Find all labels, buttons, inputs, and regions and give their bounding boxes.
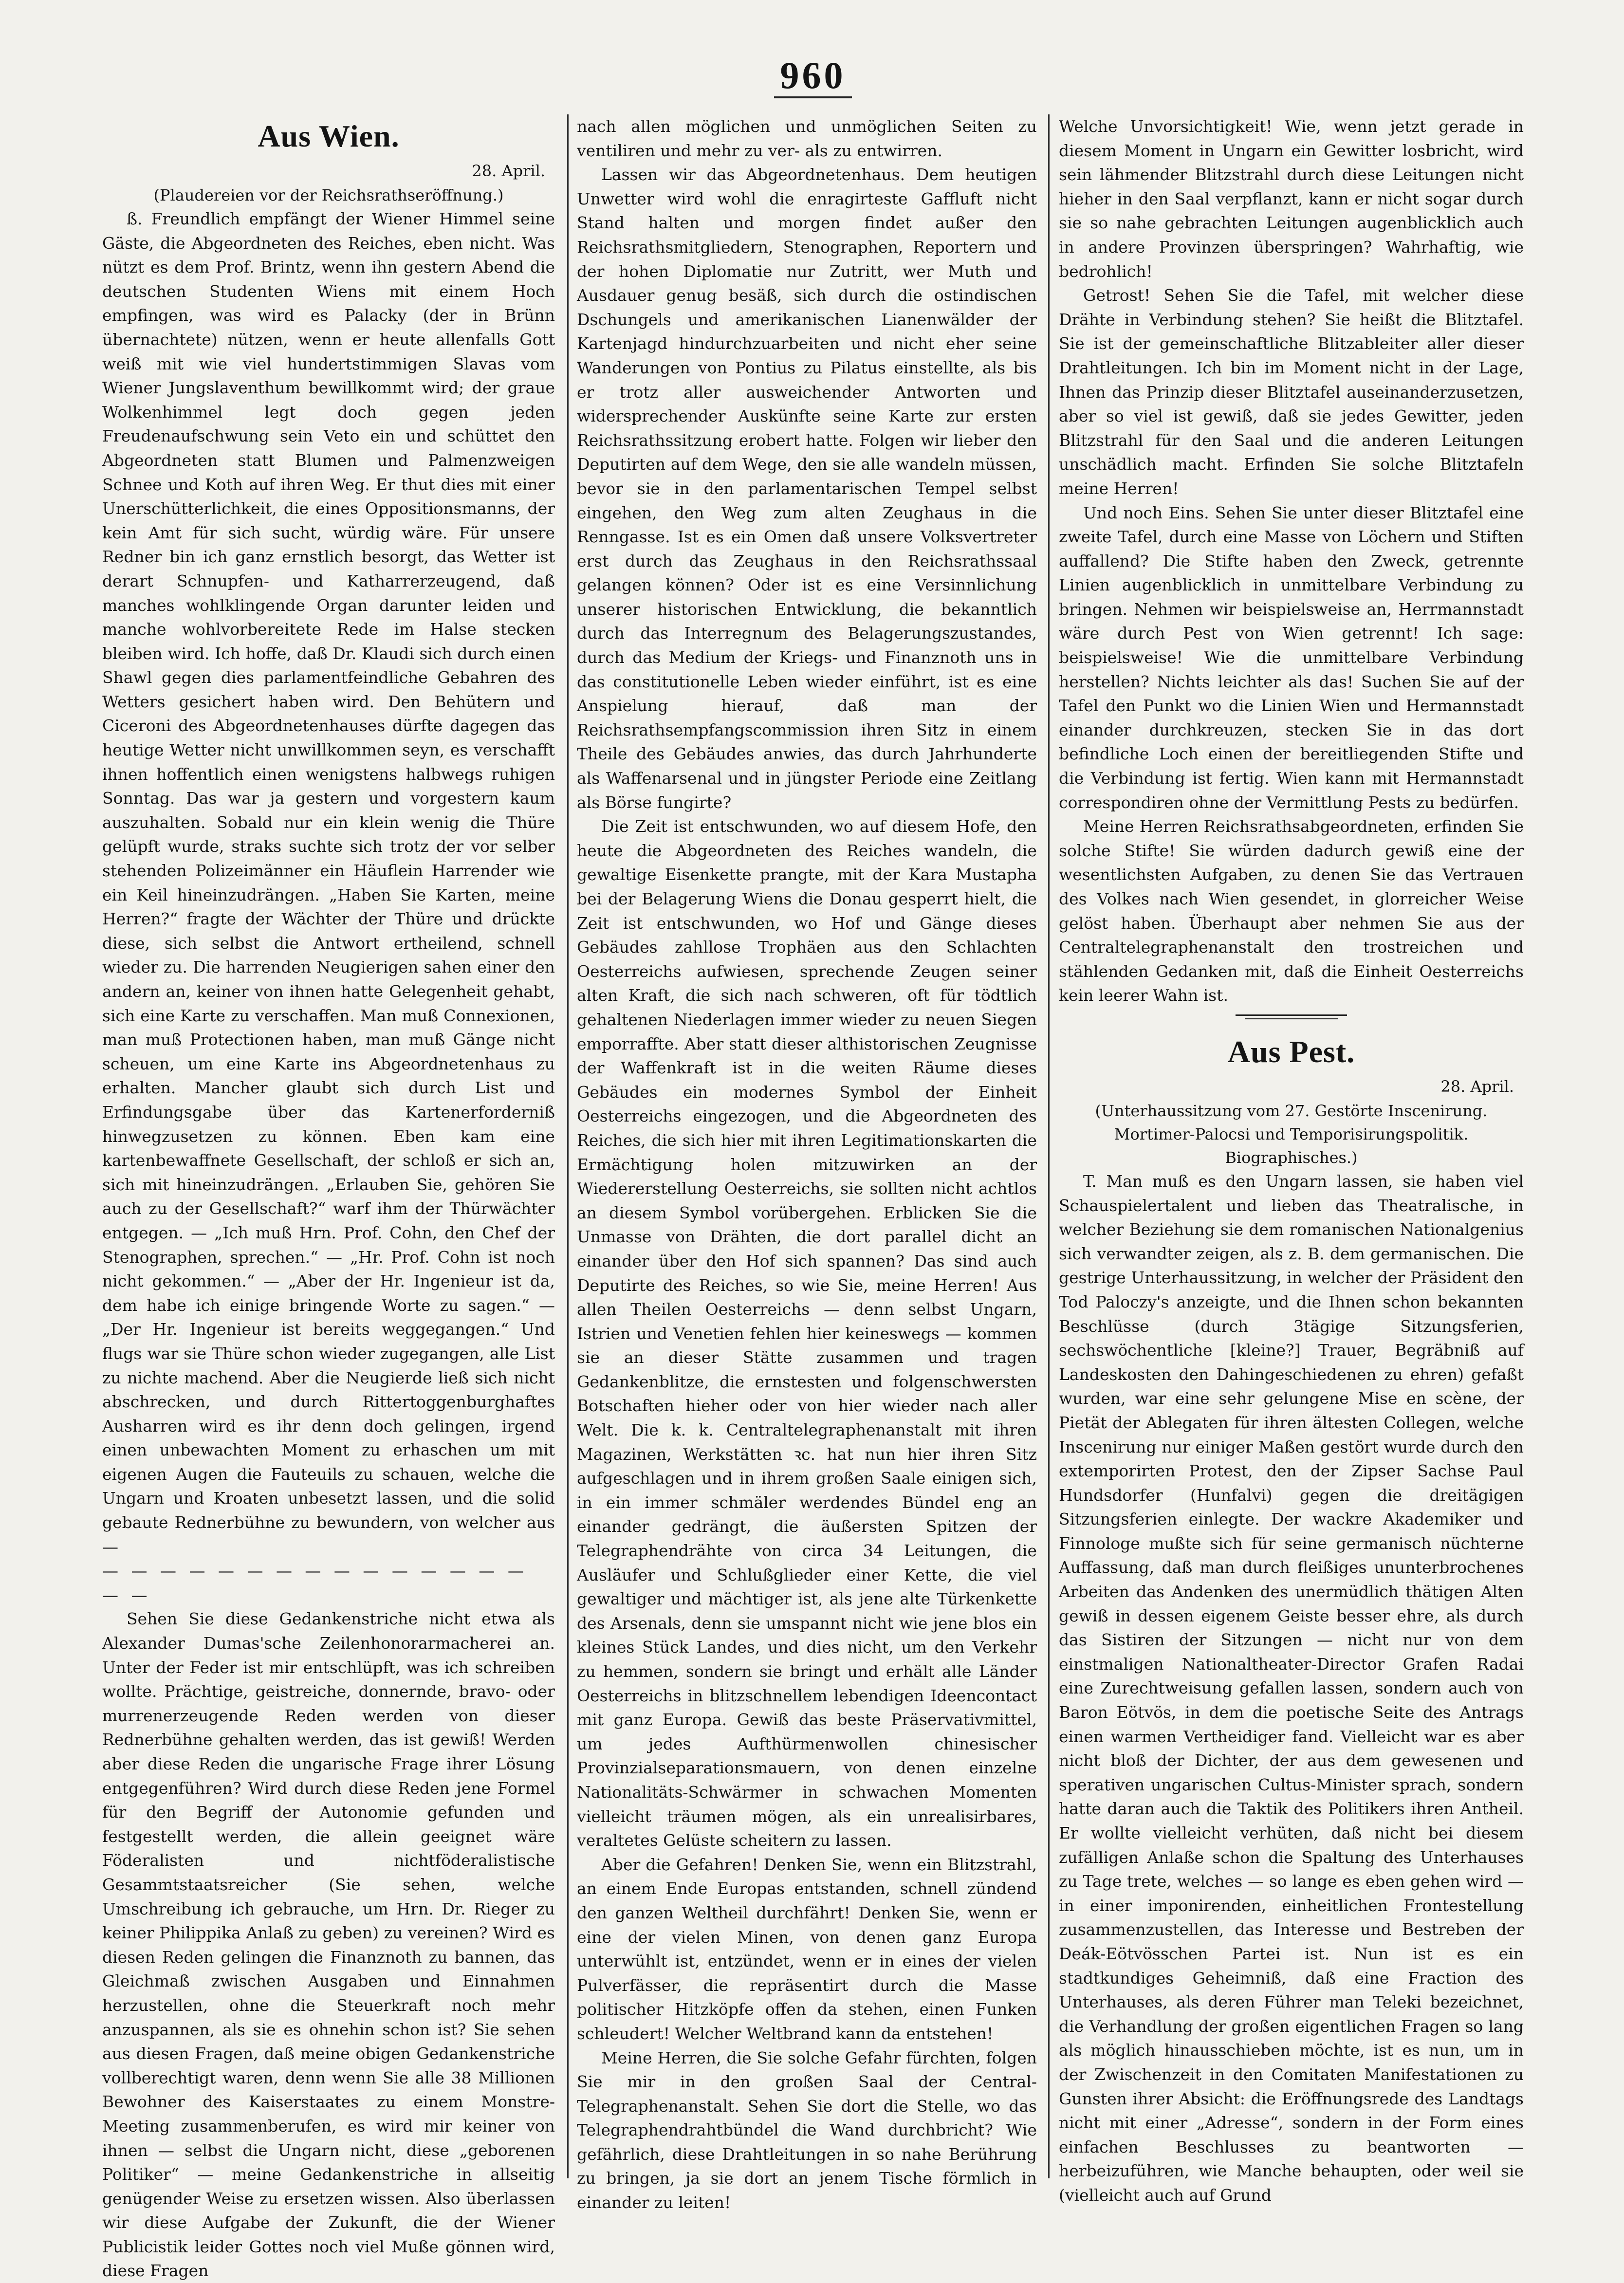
paragraph: ß. Freundlich empfängt der Wiener Himmel seine Gäste, die Abgeordneten des Reiches, eben nicht. Was nützt es dem Prof. Brintz, wenn ihn gestern Abend die deutschen Studenten Wiens mit einem Hoch empfingen, was wird es Palacky (der in Brünn übernachtete) nützen, wenn er heute allenfalls Gott weiß mit wie viel hundertstimmigen Slavas vom Wiener Jungslaventhum bewillkommt wird; der graue Wolkenhimmel legt doch gegen jeden Freudenaufschwung sein Veto ein und schüttet den Abgeordneten statt Blumen und Palmenzweigen Schnee und Koth auf ihren Weg. Er thut dies mit einer Unerschütterlichkeit, die eines Oppositionsmanns, der kein Amt für sich sucht, würdig wäre. Für unsere Redner bin ich ganz ernstlich besorgt, das Wetter ist derart Schnupfen- und Katharrerzeugend, daß manches wohlklingende Organ darunter leiden und manche wohlvorbereitete Rede im Halse stecken bleiben wird. Ich hoffe, daß Dr. Klaudi sich durch einen Shawl gegen dies parlamentfeindliche Gebahren des Wetters gesichert haben wird. Den Behütern und Ciceroni des Abgeordnetenhauses dürfte dagegen das heutige Wetter nicht unwillkommen seyn, es verschafft ihnen hoffentlich einen wenigstens halbwegs ruhigen Sonntag. Das war ja gestern und vorgestern kaum auszuhalten. Sobald nur ein klein wenig die Thüre gelüpft wurde, straks suchte sich trotz der vor selber stehenden Polizeimänner ein Häuflein Harrender wie ein Keil hineinzudrängen. „Haben Sie Karten, meine Herren?“ fragte der Wächter der Thüre und drückte diese, sich selbst die Antwort ertheilend, schnell wieder zu. Die harrenden Neugierigen sahen einer den andern an, keiner von ihnen hatte Gelegenheit gehabt, sich eine Karte zu verschaffen. Man muß Connexionen, man muß Protectionen haben, man muß Gänge nicht scheuen, um eine Karte ins Abgeordnetenhaus zu erhalten. Mancher glaubt sich durch List und Erfindungsgabe über das Kartenerforderniß hinwegzusetzen zu können. Eben kam eine kartenbewaffnete Gesellschaft, der schloß er sich an, sich mit hineinzudrängen. „Erlauben Sie, gehören Sie auch zu der Gesellschaft?“ warf ihm der Thürwächter entgegen. — „Ich muß Hrn. Prof. Cohn, den Chef der Stenographen, sprechen.“ — „Hr. Prof. Cohn ist noch nicht gekommen.“ — „Aber der Hr. Ingenieur ist da, dem habe ich einige bringende Worte zu sagen.“ — „Der Hr. Ingenieur ist bereits weggegangen.“ Und flugs war sie Thüre schon wieder zugegangen, alle List zu nichte machend. Aber die Neugierde ließ sich nicht abschrecken, und durch Rittertoggenburghaftes Ausharren wird es ihr denn doch gelingen, irgend einen unbewachten Moment zu erhaschen um mit eigenen Augen die Fauteuils zu schauen, welche die Ungarn und Kroaten unbesetzt lassen, und die solid gebaute Rednerbühne zu bewundern, von welcher aus — [102, 209, 555, 1556]
column-divider [567, 114, 569, 2178]
paragraph: Meine Herren Reichsrathsabgeordneten, erfinden Sie solche Stifte! Sie würden dadurch gewiß eine der wesentlichsten Aufgaben, zu denen Sie das Vertrauen des Volkes nach Wien gesendet, in glorreicher Weise gelöst haben. Überhaupt aber nehmen Sie aus der Centraltelegraphenanstalt den trostreichen und stählenden Gedanken mit, daß die Einheit Oesterreichs kein leerer Wahn ist. [1059, 817, 1524, 1005]
page-number-rule [774, 96, 852, 98]
page-number: 960 [780, 54, 846, 96]
paragraph: Aber die Gefahren! Denken Sie, wenn ein Blitzstrahl, an einem Ende Europas entstanden, schnell zündend den ganzen Weltheil durchfährt! Denken Sie, wenn er eine der vielen Minen, von denen ganz Europa unterwühlt ist, entzündet, wenn er in eines der vielen Pulverfässer, die repräsentirt durch die Masse politischer Hitzköpfe offen da stehen, einen Funken schleudert! Welcher Weltbrand kann da entstehen! [577, 1855, 1037, 2043]
article-date: 28. April. [472, 162, 545, 180]
paragraph: T. Man muß es den Ungarn lassen, sie haben viel Schauspielertalent und lieben das Theatralische, in welcher Beziehung sie dem romanischen Nationalgenius sich verwandter zeigen, als z. B. dem germanischen. Die gestrige Unterhaussitzung, in welcher der Präsident den Tod Paloczy's anzeigte, und die Ihnen schon bekannten Beschlüsse (durch 3tägige Sitzungsferien, sechswöchentliche [kleine?] Trauer, Begräbniß auf Landeskosten den Dahingeschiedenen zu ehren) gefaßt wurden, war eine sehr gelungene Mise en scène, der Pietät der Ablegaten für ihren ältesten Collegen, welche Inscenirung nur einiger Maßen gestört wurde durch den extemporirten Protest, den der Zipser Sachse Paul Hundsdorfer (Hunfalvi) gegen die dreitägigen Sitzungsferien einlegte. Der wackre Akademiker und Finnologe mußte sich für seine germanisch nüchterne Auffassung, daß man durch fleißiges ununterbrochenes Arbeiten das Andenken des unermüdlich thätigen Alten gewiß in dessen eigenem Geiste besser ehre, als durch das Sistiren der Sitzungen — nicht nur von dem einstmaligen Nationaltheater-Director Grafen Radai eine Zurechtweisung gefallen lassen, sondern auch von Baron Eötvös, in dem die poetische Seite des Antrags einen warmen Vertheidiger fand. Vielleicht war es aber nicht bloß der Dichter, der aus dem gewesenen und sperativen ungarischen Cultus-Minister sprach, sondern hatte daran auch die Taktik des Politikers ihren Antheil. Er wollte vielleicht verhüten, daß nicht bei diesem zufälligen Anlaße schon die Spaltung des Unterhauses zu Tage trete, welches — so lange es eben gehen wird — in einer imponirenden, einheitlichen Frontestellung zusammenzustellen, das Interesse und Bestreben der Deák-Eötvösschen Partei ist. Nun ist es ein stadtkundiges Geheimniß, daß eine Fraction des Unterhauses, als deren Führer man Teleki bezeichnet, die Verhandlung der großen eigentlichen Fragen so lang als möglich hinausschieben möchte, ist es nun, um in der Zwischenzeit in den Comitaten Manifestationen zu Gunsten ihrer Absicht: die Eröffnungsrede des Landtags nicht mit einer „Adresse“, sondern in der Form eines einfachen Beschlusses zu beantworten — herbeizuführen, wie Manche behaupten, oder weil sie (vielleicht auch auf Grund [1059, 1171, 1524, 2205]
paragraph: nach allen möglichen und unmöglichen Seiten zu ventiliren und mehr zu ver- als zu entwirren. [577, 117, 1037, 160]
article-date: 28. April. [1440, 1077, 1514, 1096]
paragraph: Welche Unvorsichtigkeit! Wie, wenn jetzt gerade in diesem Moment in Ungarn ein Gewitter losbricht, wird sein lähmender Blitzstrahl durch diese Leitungen nicht hieher in den Saal verpflanzt, kann er nicht sogar durch sie so nahe gebrachten Leitungen augenblicklich auch in andere Provinzen überspringen? Wahrhaftig, wie bedrohlich! [1059, 117, 1524, 281]
column-2 [577, 114, 1037, 2212]
paragraph: Sehen Sie diese Gedankenstriche nicht etwa als Alexander Dumas'sche Zeilenhonorarmacherei an. Unter der Feder ist mir entschlüpft, was ich schreiben wollte. Prächtige, geistreiche, donnernde, bravo- oder murrenerzeugende Reden werden von dieser Rednerbühne gehalten werden, das ist gewiß! Werden aber diese Reden die ungarische Frage ihrer Lösung entgegenführen? Wird durch diese Reden jene Formel für den Begriff der Autonomie gefunden und festgestellt werden, die allein geeignet wäre Föderalisten und nichtföderalistische Gesammtstaatsreicher (Sie sehen, welche Umschreibung ich gebrauche, um Hrn. Dr. Rieger zu keiner Philippika Anlaß zu geben) zu vereinen? Wird es diesen Reden gelingen die Finanznoth zu bannen, das Gleichmaß zwischen Ausgaben und Einnahmen herzustellen, ohne die Steuerkraft noch mehr anzuspannen, als sie es ohnehin schon ist? Sie sehen aus diesen Fragen, daß meine obigen Gedankenstriche vollberechtigt waren, denn wenn Sie alle 38 Millionen Bewohner des Kaiserstaates zu einem Monstre-Meeting zusammenberufen, es wird mir keiner von ihnen — selbst die Ungarn nicht, diese „geborenen Politiker“ — meine Gedankenstriche in allseitig genügender Weise zu ersetzen wissen. Also überlassen wir diese Aufgabe der Zukunft, die der Wiener Publicistik leider Gottes noch viel Muße gönnen wird, diese Fragen [102, 1609, 555, 2281]
article-title: Aus Wien. [258, 119, 400, 153]
paragraph: Lassen wir das Abgeordnetenhaus. Dem heutigen Unwetter wird wohl die enragirteste Gaffluft nicht Stand halten und morgen findet außer den Reichsrathsmitgliedern, Stenographen, Reportern und der hohen Diplomatie nur Zutritt, wer Muth und Ausdauer genug besäß, sich durch die ostindischen Dschungels und amerikanischen Lianenwälder der Kartenjagd hindurchzuarbeiten und nicht eher seine Wanderungen von Pontius zu Pilatus einstellte, als bis er trotz aller ausweichender Antworten und widersprechender Auskünfte seine Karte zur ersten Reichsrathssitzung erobert hatte. Folgen wir lieber den Deputirten auf dem Wege, den sie alle wandeln müssen, bevor sie in den parlamentarischen Tempel selbst eingehen, den Weg zum alten Zeughaus in die Renngasse. Ist es ein Omen daß unsere Volksvertreter erst durch das Zeughaus in den Reichsrathssaal gelangen können? Oder ist es eine Versinnlichung unserer historischen Entwicklung, die bekanntlich durch das Interregnum des Belagerungszustandes, durch das Medium der Kriegs- und Finanznoth uns in das constitutionelle Leben wieder einführt, ist es eine Anspielung hierauf, daß man der Reichsrathsempfangscommission ihren Sitz in einem Theile des Gebäudes anwies, das durch Jahrhunderte als Waffenarsenal und in jüngster Periode eine Zeitlang als Börse fungirte? [577, 165, 1037, 812]
paragraph: Meine Herren, die Sie solche Gefahr fürchten, folgen Sie mir in den großen Saal der Central-Telegraphenanstalt. Sehen Sie dort die Stelle, wo das Telegraphendrahtbündel die Wand durchbricht? Wie gefährlich, diese Drahtleitungen in so nahe Berührung zu bringen, ja sie dort an jenem Tische förmlich in einander zu leiten! [577, 2048, 1037, 2212]
column-3 [1059, 114, 1524, 2205]
newspaper-page [102, 54, 1524, 2281]
paragraph: Und noch Eins. Sehen Sie unter dieser Blitztafel eine zweite Tafel, durch eine Masse von Löchern und Stiften auffallend? Die Stifte haben den Zweck, getrennte Linien augenblicklich in unmittelbare Verbindung zu bringen. Nehmen wir beispielsweise an, Herrmannstadt wäre durch Pest von Wien getrennt! Ich sage: beispielsweise! Wie die unmittelbare Verbindung herstellen? Nichts leichter als das! Suchen Sie auf der Tafel den Punkt wo die Linien Wien und Hermannstadt einander durchkreuzen, stecken Sie in das dort befindliche Loch einen der bereitliegenden Stifte und die Verbindung ist fertig. Wien kann mit Hermannstadt correspondiren ohne der Vermittlung Pests zu bedürfen. [1059, 503, 1524, 812]
article-subtitle: (Unterhaussitzung vom 27. Gestörte Inscenirung. Mortimer-Palocsi und Temporisirungspolitik. Biographisches.) [1095, 1101, 1488, 1167]
dash-line: — — — — — — — — — — — — — — — — — [102, 1561, 528, 1604]
column-divider [1048, 114, 1050, 2178]
article-subtitle: (Plaudereien vor der Reichsrathseröffnung.) [153, 186, 504, 204]
column-1 [102, 114, 555, 2281]
section-separator [1059, 1011, 1524, 1024]
paragraph: Getrost! Sehen Sie die Tafel, mit welcher diese Drähte in Verbindung stehen? Sie heißt die Blitztafel. Sie ist der gemeinschaftliche Blitzableiter aller dieser Drahtleitungen. Ich bin im Moment nicht in der Lage, Ihnen das Prinzip dieser Blitztafel auseinanderzusetzen, aber so viel ist gewiß, daß sie jedes Gewitter, jeden Blitzstrahl für den Saal und die anderen Leitungen unschädlich macht. Erfinden Sie solche Blitztafeln meine Herren! [1059, 286, 1524, 498]
paragraph: Die Zeit ist entschwunden, wo auf diesem Hofe, den heute die Abgeordneten des Reiches wandeln, die gewaltige Eisenkette prangte, mit der Kara Mustapha bei der Belagerung Wiens die Donau gesperrt hielt, die Zeit ist entschwunden, wo Hof und Gänge dieses Gebäudes zahllose Trophäen aus den Schlachten Oesterreichs aufwiesen, sprechende Zeugen seiner alten Kraft, die sich nach schweren, oft für tödtlich gehaltenen Niederlagen immer wieder zu neuen Siegen emporraffte. Aber statt dieser althistorischen Zeugnisse der Waffenkraft ist in die weiten Räume dieses Gebäudes ein modernes Symbol der Einheit Oesterreichs eingezogen, und die Abgeordneten des Reiches, die sich hier mit ihren Legitimationskarten die Ermächtigung holen mitzuwirken an der Wiedererstellung Oesterreichs, sie sollten nicht achtlos an diesem Symbol vorübergehen. Erblicken Sie die Unmasse von Drähten, die dort parallel dicht an einander über den Hof sich spannen? Das sind auch Deputirte des Reiches, so wie Sie, meine Herren! Aus allen Theilen Oesterreichs — denn selbst Ungarn, Istrien und Venetien fehlen hier keineswegs — kommen sie an dieser Stätte zusammen und tragen Gedankenblitze, die ernstesten und folgenschwersten Botschaften hieher oder von hier wieder nach aller Welt. Die k. k. Centraltelegraphenanstalt mit ihren Magazinen, Werkstätten ꝛc. hat nun hier ihren Sitz aufgeschlagen und in ihrem großen Saale einigen sich, in ein immer schmäler werdendes Bündel eng an einander gedrängt, die äußersten Spitzen der Telegraphendrähte von circa 34 Leitungen, die Ausläufer und Schlußglieder einer Kette, die viel gewaltiger und mächtiger ist, als jene alte Türkenkette des Arsenals, denn sie umspannt nicht wie jene blos ein kleines Stück Landes, und dies nicht, um den Verkehr zu hemmen, sondern sie bringt und erhält alle Länder Oesterreichs in blitzschnellem lebendigen Ideencontact mit ganz Europa. Gewiß das beste Präservativmittel, um jedes Aufthürmenwollen chinesischer Provinzialseparationsmauern, von denen einzelne Nationalitäts-Schwärmer in schwachen Momenten vielleicht träumen mögen, als ein unrealisirbares, veraltetes Gelüste scheitern zu lassen. [577, 817, 1037, 1850]
article-title: Aus Pest. [1227, 1034, 1355, 1069]
